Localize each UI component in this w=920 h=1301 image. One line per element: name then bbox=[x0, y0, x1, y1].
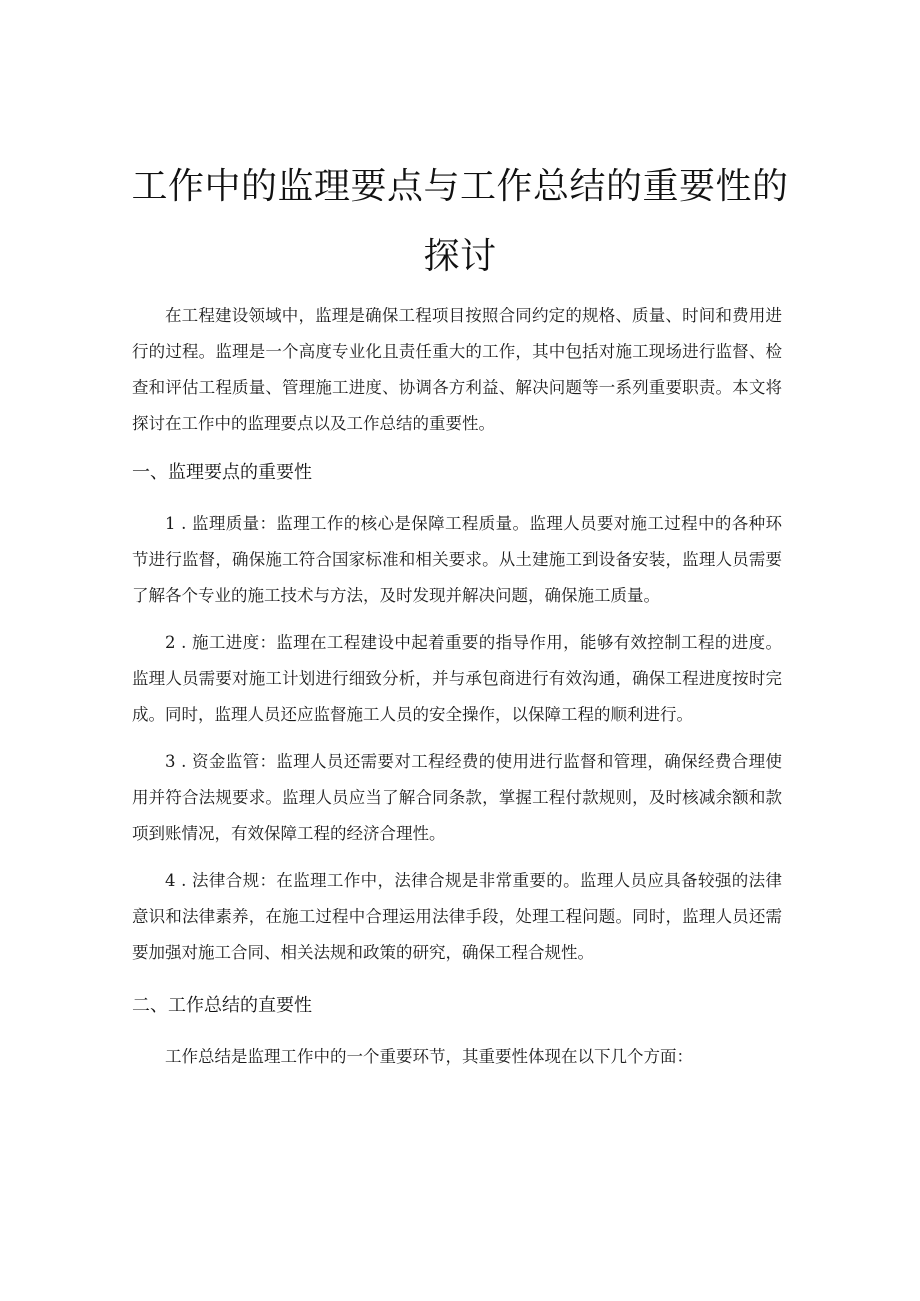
section-2-intro: 工作总结是监理工作中的一个重要环节，其重要性体现在以下几个方面： bbox=[165, 1047, 693, 1066]
section-1-item-1: 1 . 监理质量：监理工作的核心是保障工程质量。监理人员要对施工过程中的各种环节进行监督，确保施工符合国家标准和相关要求。从土建施工到设备安装，监理人员需要了解各个专业的施工技术与方法，及时发现并解决问题，确保施工质量。 bbox=[132, 514, 782, 605]
section-1-item-3: 3 . 资金监管：监理人员还需要对工程经费的使用进行监督和管理，确保经费合理使用并符合法规要求。监理人员应当了解合同条款，掌握工程付款规则，及时核减余额和款项到账情况，有效保障工程的经济合理性。 bbox=[132, 752, 782, 843]
section-1-heading: 一、监理要点的重要性 bbox=[132, 462, 312, 483]
section-1-item-4: 4 . 法律合规：在监理工作中，法律合规是非常重要的。监理人员应具备较强的法律意识和法律素养，在施工过程中合理运用法律手段，处理工程问题。同时，监理人员还需要加强对施工合同、相关法规和政策的研究，确保工程合规性。 bbox=[132, 871, 782, 962]
intro-paragraph: 在工程建设领域中，监理是确保工程项目按照合同约定的规格、质量、时间和费用进行的过程。监理是一个高度专业化且责任重大的工作，其中包括对施工现场进行监督、检查和评估工程质量、管理施工进度、协调各方利益、解决问题等一系列重要职责。本文将探讨在工作中的监理要点以及工作总结的重要性。 bbox=[132, 306, 782, 433]
section-1-item-2: 2 . 施工进度：监理在工程建设中起着重要的指导作用，能够有效控制工程的进度。监理人员需要对施工计划进行细致分析，并与承包商进行有效沟通，确保工程进度按时完成。同时，监理人员还应监督施工人员的安全操作，以保障工程的顺利进行。 bbox=[132, 633, 782, 724]
section-2-heading: 二、工作总结的直要性 bbox=[132, 995, 312, 1016]
document-title: 工作中的监理要点与工作总结的重要性的探讨 bbox=[131, 166, 789, 277]
